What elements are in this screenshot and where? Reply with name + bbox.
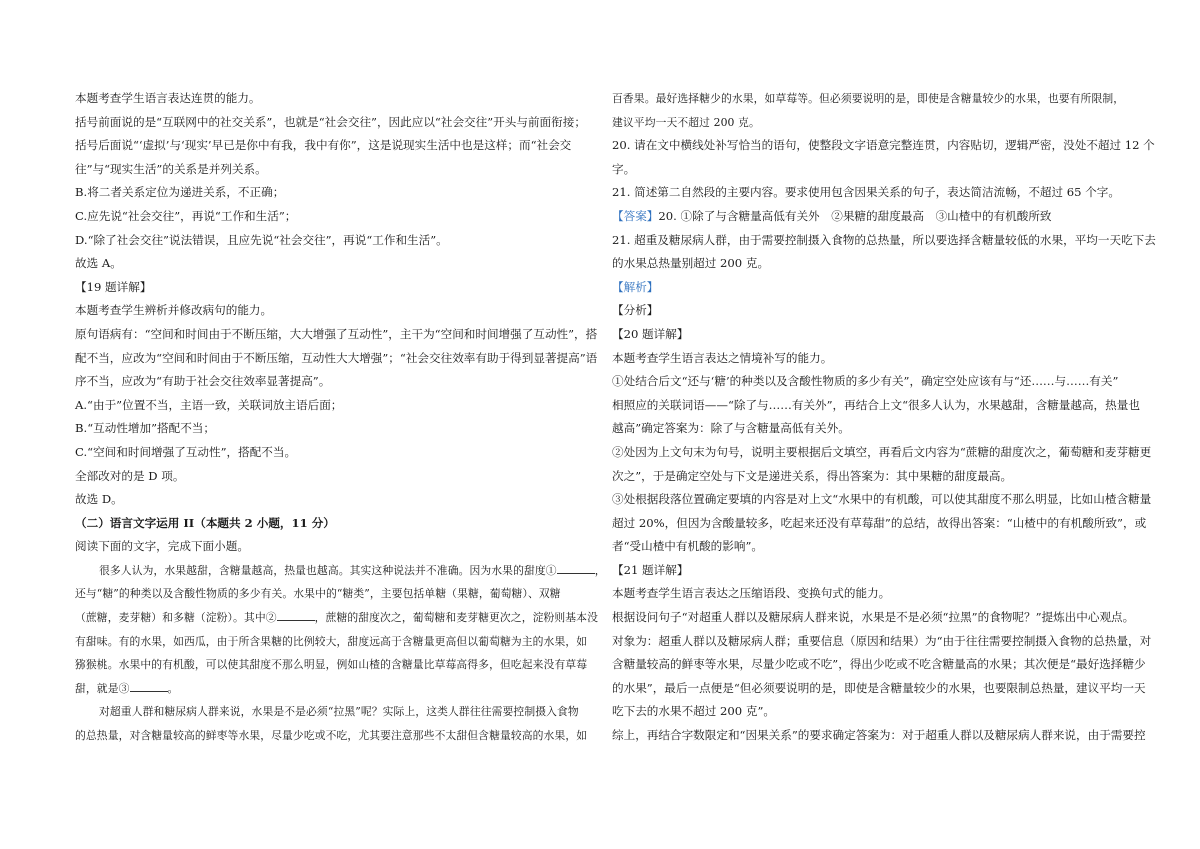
passage-line: 还与“糖”的种类以及含酸性物质的多少有关。水果中的“糖类”，主要包括单糖（果糖，葡萄糖）、双糖 — [75, 587, 561, 601]
text-line: ①处结合后文“还与‘糖’的种类以及含酸性物质的多少有关”，确定空处应该有与“还……与……有关” — [612, 374, 1119, 389]
text-line: 阅读下面的文字，完成下面小题。 — [75, 539, 249, 554]
question-21: 21. 简述第二自然段的主要内容。要求使用包含因果关系的句子，表达简洁流畅，不超过 65 个字。 — [612, 185, 1120, 200]
text-line: 含糖量较高的鲜枣等水果，尽量少吃或不吃”，得出少吃或不吃含糖量高的水果；其次便是“最好选择糖少 — [612, 657, 1146, 672]
right-column — [612, 87, 1156, 748]
passage-line — [75, 677, 587, 701]
passage-line: 猕猴桃。水果中的有机酸，可以使其甜度不那么明显，例如山楂的含糖量比草莓高得多，但吃起来没有草莓 — [75, 658, 588, 672]
passage-text: ， — [594, 563, 606, 577]
section-title: （二）语言文字运用 II（本题共 2 小题，11 分） — [75, 515, 335, 530]
passage-line: 的总热量，对含糖量较高的鲜枣等水果，尽量少吃或不吃，尤其要注意那些不太甜但含糖量较高的水果，如 — [75, 729, 588, 743]
text-line: 者“受山楂中有机酸的影响”。 — [612, 539, 763, 554]
text-line: 往”与“现实生活”的关系是并列关系。 — [75, 161, 267, 176]
text-line: 对象为：超重人群以及糖尿病人群；重要信息（原因和结果）为“由于往往需要控制摄入食物的总热量，对 — [612, 633, 1152, 648]
text-line: 本题考查学生语言表达之压缩语段、变换句式的能力。 — [612, 586, 891, 601]
text-line: 次之”，于是确定空处与下文是递进关系，得出答案为：其中果糖的甜度最高。 — [612, 468, 1013, 483]
passage-line: 对超重人群和糖尿病人群来说，水果是不是必须“拉黑”呢？实际上，这类人群往往需要控制摄入食物 — [99, 705, 579, 719]
answer-line — [612, 205, 1124, 229]
answer-text: 20. ①除了与含糖量高低有关外 ②果糖的甜度最高 ③山楂中的有机酸所致 — [658, 208, 1052, 223]
passage-text: 甜，就是 — [75, 681, 119, 695]
question-20: 20. 请在文中横线处补写恰当的语句，使整段文字语意完整连贯，内容贴切，逻辑严密，没处不超过 12 个 — [612, 138, 1155, 153]
passage-text: 。 — [167, 681, 179, 695]
text-line: 21. 超重及糖尿病人群，由于需要控制摄入食物的总热量，所以要选择含糖量较低的水果，平均一天吃下去 — [612, 232, 1156, 247]
section-heading: 【21 题详解】 — [612, 562, 689, 577]
text-line: D.“除了社会交往”说法错误，且应先说“社会交往”，再说“工作和生活”。 — [75, 232, 448, 247]
text-line: 字。 — [612, 161, 636, 176]
text-line: 全部改对的是 D 项。 — [75, 468, 185, 483]
analysis-label: 【解析】 — [612, 279, 659, 294]
passage-line: 建议平均一天不超过 200 克。 — [612, 115, 760, 129]
section-heading: 【19 题详解】 — [75, 279, 152, 294]
text-line: 配不当，应改为“空间和时间由于不断压缩，互动性大大增强”；“社会交往效率有助于得到显著提高”语 — [75, 350, 598, 365]
text-line: 故选 D。 — [75, 492, 123, 507]
text-line: 的水果总热量别超过 200 克。 — [612, 256, 770, 271]
section-heading: 【分析】 — [612, 303, 659, 318]
text-line: 序不当，应改为“有助于社会交往效率显著提高”。 — [75, 374, 331, 389]
blank-number: ② — [265, 611, 277, 625]
fill-blank — [557, 561, 595, 574]
fill-blank — [130, 679, 168, 692]
text-line: 综上，再结合字数限定和“因果关系”的要求确定答案为：对于超重人群以及糖尿病人群来说，由于需要控 — [612, 728, 1146, 743]
text-line: 吃下去的水果不超过 200 克”。 — [612, 704, 775, 719]
text-line: 本题考查学生语言表达连贯的能力。 — [75, 91, 261, 105]
answer-label: 【答案】 — [612, 208, 659, 223]
blank-number: ① — [545, 563, 557, 577]
blank-number: ③ — [118, 681, 130, 695]
text-line: A.“由于”位置不当，主语一致，关联词放主语后面； — [75, 397, 343, 412]
text-line: 本题考查学生语言表达之情境补写的能力。 — [612, 350, 833, 365]
passage-text: ，蔗糖的甜度次之，葡萄糖和麦芽糖更次之，淀粉则基本没 — [314, 611, 598, 625]
text-line: C.“空间和时间增强了互动性”，搭配不当。 — [75, 444, 297, 459]
left-column — [75, 87, 606, 748]
passage-text: （蔗糖，麦芽糖）和多糖（淀粉）。其中 — [75, 611, 266, 625]
text-line: C.应先说“社会交往”，再说“工作和生活”； — [75, 208, 297, 223]
text-line: B.“互动性增加”搭配不当； — [75, 421, 215, 436]
passage-text: 很多人认为，水果越甜，含糖量越高，热量也越高。其实这种说法并不准确。因为水果的甜度 — [99, 563, 546, 577]
text-line: 原句语病有：“空间和时间由于不断压缩，大大增强了互动性”，主干为“空间和时间增强了互动性”，搭 — [75, 326, 598, 341]
passage-line: 有甜味。有的水果，如西瓜，由于所含果糖的比例较大，甜度远高于含糖量更高但以葡萄糖为主的水果，如 — [75, 634, 588, 648]
section-heading: 【20 题详解】 — [612, 326, 689, 341]
text-line: 故选 A。 — [75, 256, 122, 271]
text-line: 本题考查学生辨析并修改病句的能力。 — [75, 303, 273, 318]
text-line: 超过 20%，但因为含酸量较多，吃起来还没有草莓甜”的总结，故得出答案：“山楂中的有机酸所致”，或 — [612, 515, 1147, 530]
text-line: 相照应的关联词语——“除了与……有关外”，再结合上文“很多人认为，水果越甜，含糖量越高，热量也 — [612, 397, 1140, 412]
passage-line — [75, 606, 598, 630]
text-line: B.将二者关系定位为递进关系，不正确； — [75, 185, 285, 200]
text-line: 根据设问句子“对超重人群以及糖尿病人群来说，水果是不是必须“拉黑”的食物呢？”提炼出中心观点。 — [612, 610, 1135, 625]
text-line: 越高”确定答案为：除了与含糖量高低有关外。 — [612, 421, 850, 436]
text-line: 括号后面说“‘虚拟’与‘现实’早已是你中有我，我中有你”，这是说现实生活中也是这样；而“社会交 — [75, 138, 572, 153]
analysis-line — [612, 276, 1124, 300]
text-line: 的水果”，最后一点便是“但必须要说明的是，即使是含糖量较少的水果，也要限制总热量，建议平均一天 — [612, 680, 1146, 695]
passage-line — [75, 559, 606, 583]
text-line: 括号前面说的是“互联网中的社交关系”，也就是“社会交往”，因此应以“社会交往”开头与前面衔接； — [75, 114, 586, 129]
text-line: ③处根据段落位置确定要填的内容是对上文“水果中的有机酸，可以使其甜度不那么明显，比如山楂含糖量 — [612, 492, 1152, 507]
fill-blank — [277, 608, 315, 621]
passage-line: 百香果。最好选择糖少的水果，如草莓等。但必须要说明的是，即使是含糖量较少的水果，也要有所限制， — [612, 92, 1125, 105]
text-line: ②处因为上文句末为句号，说明主要根据后文填空，再看后文内容为“蔗糖的甜度次之，葡萄糖和麦芽糖更 — [612, 444, 1152, 459]
